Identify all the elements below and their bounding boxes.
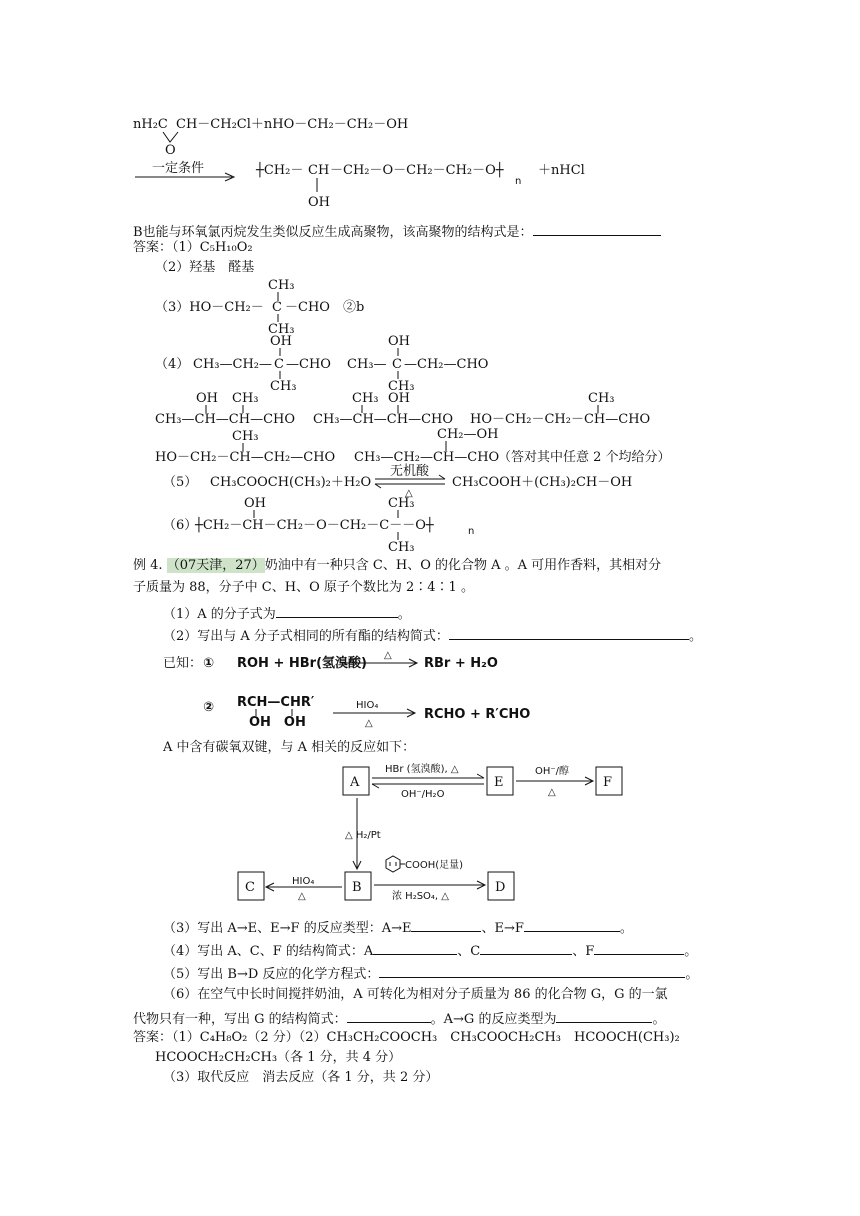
product-oh: OH — [308, 195, 330, 210]
e-to-a-label: OH⁻/H₂O — [401, 789, 445, 800]
known-label: 已知： — [163, 656, 203, 671]
a4-s1-c: C — [274, 357, 284, 372]
a6-n: n — [468, 526, 475, 537]
r2-s3: HO－CH₂－CH₂－CH—CHO — [470, 412, 651, 427]
r3-s1-ch3: CH₃ — [232, 429, 259, 444]
known2-delta: △ — [365, 718, 373, 729]
a4-label: （4） — [155, 357, 190, 372]
a6-ch3-bottom: CH₃ — [388, 540, 415, 555]
condition-label: 一定条件 — [152, 161, 205, 176]
question-b: B也能与环氧氯丙烷发生类似反应生成高聚物，该高聚物的结构式是： — [133, 222, 661, 241]
b-to-c-label: HIO₄ — [292, 876, 315, 887]
answer-2: （2）羟基 醛基 — [155, 260, 255, 275]
question-6-line-2: 代物只有一种，写出 G 的结构简式： 。A→G 的反应类型为 。 — [133, 1009, 665, 1028]
a4-s2: CH₃— — [347, 357, 387, 372]
b-to-d-label: COOH(足量) — [405, 860, 464, 871]
product-n: n — [515, 176, 522, 187]
known1-right: RBr + H₂O — [424, 656, 498, 671]
question-2: （2）写出与 A 分子式相同的所有酯的结构简式： 。 — [163, 626, 702, 645]
a6-ch3-top: CH₃ — [388, 496, 415, 511]
a4-s1-oh: OH — [270, 334, 292, 349]
e-to-f-delta: △ — [548, 787, 556, 798]
question-1: （1）A 的分子式为 。 — [163, 604, 411, 623]
answer-1: 答案：（1）C₅H₁₀O₂ — [133, 240, 253, 255]
example-source: （07天津，27） — [166, 558, 265, 573]
product-rest: －CH₂－O－CH₂－CH₂－O┼ — [330, 163, 504, 178]
node-e: E — [494, 775, 504, 790]
known2-cond: HIO₄ — [356, 700, 379, 711]
r2-s2: CH₃—CH—CH—CHO — [313, 412, 454, 427]
final-answer-3: （3）取代反应 消去反应（各 1 分，共 2 分） — [163, 1070, 439, 1085]
a3-c: C — [272, 300, 282, 315]
node-a: A — [350, 775, 360, 790]
a6-oh: OH — [244, 496, 266, 511]
a4-s2-end: —CH₂—CHO — [404, 357, 489, 372]
b-to-c-delta: △ — [298, 891, 306, 902]
known2-oh: OH OH — [249, 715, 306, 730]
known1-delta: △ — [384, 650, 392, 661]
known1-left: ROH + HBr(氢溴酸) — [237, 656, 367, 671]
b-to-d-cond: 浓 H₂SO₄, △ — [392, 891, 449, 902]
example-line-2: 子质量为 88，分子中 C、H、O 原子个数比为 2∶4∶1 。 — [133, 580, 474, 595]
r2-s1: CH₃—CH—CH—CHO — [155, 412, 296, 427]
r2-s1-oh: OH — [196, 391, 218, 406]
epoxide-o: O — [165, 143, 176, 158]
r3-note: （答对其中任意 2 个均给分） — [498, 450, 671, 465]
example-line-1: 例 4. （07天津，27）奶油中有一种只含 C、H、O 的化合物 A 。A 可用作香料，其相对分 — [133, 558, 662, 573]
a4-s2-ch3: CH₃ — [388, 379, 415, 394]
product-ch: CH — [308, 163, 330, 178]
product-start: ┼CH₂－ — [256, 163, 304, 178]
a4-s2-c: C — [392, 357, 402, 372]
question-6-line-1: （6）在空气中长时间搅拌奶油，A 可转化为相对分子质量为 86 的化合物 G，G 的一氯 — [163, 987, 668, 1002]
question-4: （4）写出 A、C、F 的结构简式：A 、C 、F 。 — [163, 941, 697, 960]
r3-ch2oh: CH₂—OH — [437, 427, 499, 442]
product-tail: ＋nHCl — [538, 163, 585, 178]
r2-s1-ch3: CH₃ — [232, 391, 259, 406]
a3-suffix: －CHO ②b — [285, 300, 365, 315]
node-c: C — [245, 880, 255, 895]
reactant-left: nH₂C — [133, 117, 168, 132]
a5-delta: △ — [405, 488, 413, 499]
a3-ch3-bottom: CH₃ — [268, 322, 295, 337]
a4-s1: CH₃—CH₂— — [193, 357, 272, 372]
a-to-b-label: △ H₂/Pt — [345, 830, 381, 841]
e-to-f-label: OH⁻/醇 — [535, 766, 570, 777]
a5-label: （5） — [163, 475, 198, 490]
r3-s2: CH₃—CH₂—CH—CHO — [354, 450, 500, 465]
r2-s3-ch3: CH₃ — [588, 391, 615, 406]
r2-s2-ch3: CH₃ — [352, 391, 379, 406]
a5-cond: 无机酸 — [390, 464, 430, 479]
known2-right: RCHO + R′CHO — [424, 707, 531, 722]
reactant-mid: CH－CH₂Cl＋nHO－CH₂－CH₂－OH — [176, 117, 409, 132]
r2-s2-oh: OH — [388, 391, 410, 406]
a4-s1-end: —CHO — [286, 357, 331, 372]
a5-right: CH₃COOH＋(CH₃)₂CH－OH — [452, 475, 633, 490]
question-3: （3）写出 A→E、E→F 的反应类型：A→E 、E→F 。 — [163, 918, 633, 937]
a-to-e-label: HBr (氢溴酸), △ — [385, 764, 459, 775]
final-answer-2: HCOOCH₂CH₂CH₃（各 1 分，共 4 分） — [155, 1050, 402, 1065]
a4-s1-ch3: CH₃ — [270, 379, 297, 394]
question-5: （5）写出 B→D 反应的化学方程式： 。 — [163, 964, 698, 983]
intro-line: A 中含有碳氧双键，与 A 相关的反应如下： — [163, 740, 416, 755]
known1-num: ① — [203, 656, 215, 671]
a3-prefix: （3）HO－CH₂－ — [155, 300, 264, 315]
a3-ch3-top: CH₃ — [268, 278, 295, 293]
a5-left: CH₃COOCH(CH₃)₂＋H₂O — [210, 475, 372, 490]
benzene-ring-icon — [386, 856, 400, 872]
node-b: B — [352, 880, 362, 895]
node-d: D — [495, 880, 506, 895]
a6-label: （6） — [163, 518, 198, 533]
node-f: F — [603, 775, 613, 790]
r3-s1: HO－CH₂－CH—CH₂—CHO — [155, 450, 336, 465]
a4-s2-oh: OH — [388, 334, 410, 349]
final-answer-1: 答案：（1）C₄H₈O₂（2 分）（2）CH₃CH₂COOCH₃ CH₃COOCH₂CH₃ HCOOCH(CH₃)₂ — [133, 1030, 680, 1045]
known2-left: RCH—CHR′ — [237, 695, 315, 710]
known2-num: ② — [203, 700, 215, 715]
a6-formula: ┼CH₂－CH－CH₂－O－CH₂－C－－O┼ — [195, 518, 434, 533]
